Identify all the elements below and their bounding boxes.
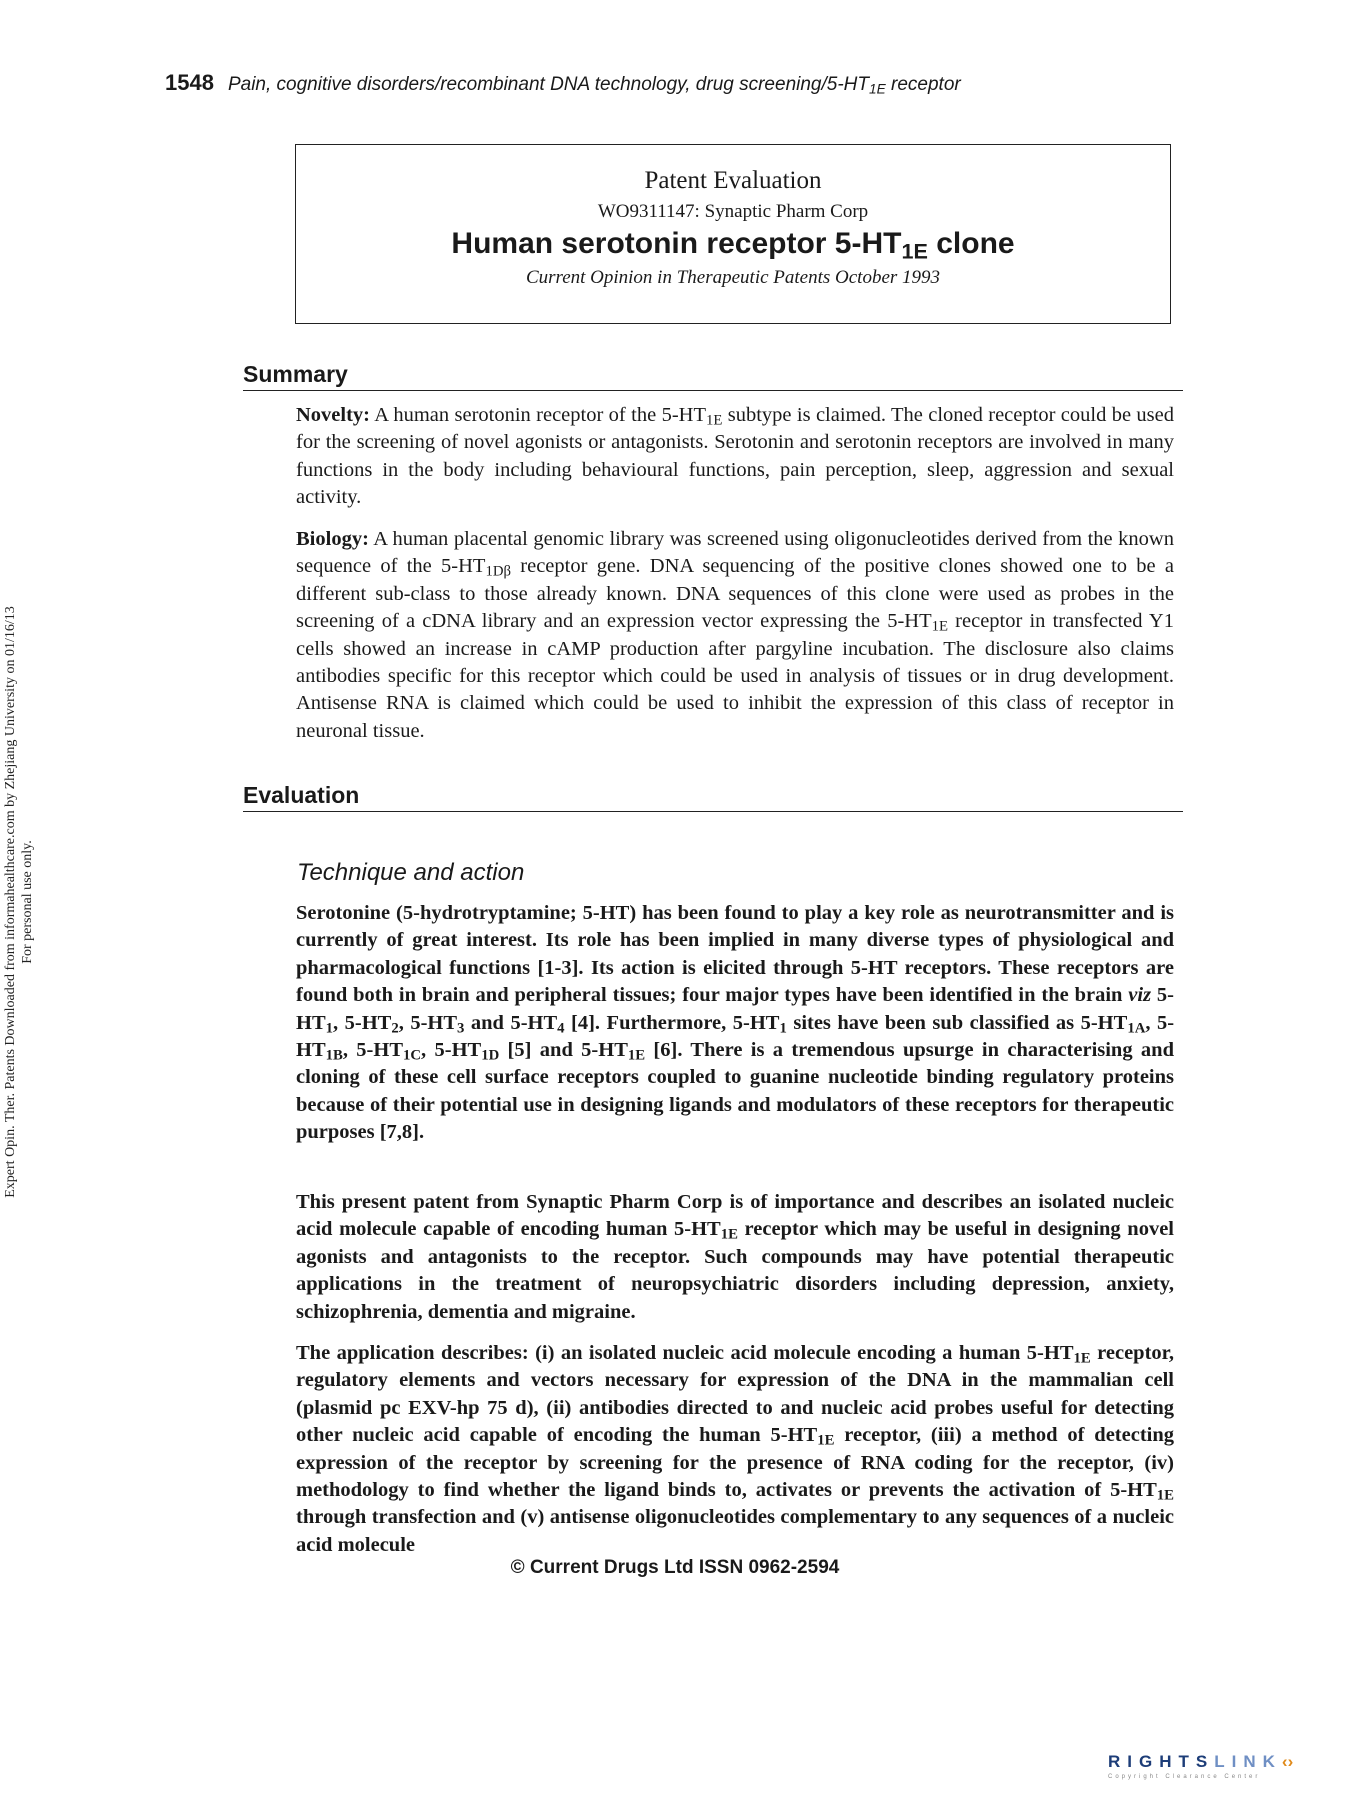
rightslink-light: LINK <box>1214 1752 1282 1771</box>
novelty-paragraph: Novelty: A human serotonin receptor of the $5-HT_{1E}$ subtype is claimed. The cloned receptor could be used for the screening of novel agonists or antagonists. Serotonin and serotonin receptors are involved in many functions in the body including behavioural functions, pain perception, sleep, aggression and sexual activity. <box>296 404 1174 509</box>
technique-paragraph-1: Serotonine (5-hydrotryptamine; 5-HT) has been found to play a key role as neurotransmitter and is currently of great interest. Its role has been implied in many diverse types of physiological and pharmacological functions [1-3]. Its action is elicited through 5-HT receptors. These receptors are found both in brain and peripheral tissues; four major types have been identified in the brain viz $5-HT_1$, $5-HT_2$, $5-HT_3$ and $5-HT_4$ [4]. Furthermore, $5-HT_1$ sites have been sub classified as $5-HT_{1A}$, $5-HT_{1B}$, $5-HT_{1C}$, $5-HT_{1D}$ [5] and $5-HT_{1E}$ [6]. There is a tremendous upsurge in characterising and cloning of these cell surface receptors coupled to guanine nucleotide binding regulatory proteins because of their potential use in designing ligands and modulators of these receptors for therapeutic purposes [7,8]. <box>296 902 1175 1144</box>
biology-paragraph: Biology: A human placental genomic library was screened using oligonucleotides derived from the known sequence of the $5-HT_{1D\beta}$ receptor gene. DNA sequencing of the positive clones showed one to be a different sub-class to those already known. DNA sequences of this clone were used as probes in the screening of a cDNA library and an expression vector expressing the $5-HT_{1E}$ receptor in transfected Y1 cells showed an increase in cAMP production after pargyline incubation. The disclosure also claims antibodies specific for this receptor which could be used in analysis of tissues or in drug development. Antisense RNA is claimed which could be used to inhibit the expression of this class of receptor in neuronal tissue. <box>296 528 1175 742</box>
download-notice-line-2: For personal use only. <box>20 840 35 964</box>
technique-subheading: Technique and action <box>297 859 525 886</box>
patent-evaluation-box <box>295 144 1171 324</box>
copyright-line: © Current Drugs Ltd ISSN 0962-2594 <box>510 1557 840 1578</box>
download-notice-line-1: Expert Opin. Ther. Patents Downloaded from informahealthcare.com by Zhejiang University on 01/16/13 <box>3 606 18 1198</box>
running-head <box>165 70 1145 96</box>
rightslink-dark: RIGHTS <box>1108 1752 1215 1771</box>
evaluation-heading: Evaluation <box>243 782 1183 812</box>
box-heading: Patent Evaluation <box>644 167 822 194</box>
page-number: 1548 <box>165 70 214 95</box>
rightslink-logo[interactable] <box>1108 1752 1348 1796</box>
article-title: Human serotonin receptor $5-HT_{1E}$ clone <box>451 227 1015 264</box>
technique-paragraph-2: This present patent from Synaptic Pharm Corp is of importance and describes an isolated nucleic acid molecule capable of encoding human $5-HT_{1E}$ receptor which may be useful in designing novel agonists and antagonists to the receptor. Such compounds may have potential therapeutic applications in the treatment of neuropsychiatric disorders including depression, anxiety, schizophrenia, dementia and migraine. <box>296 1191 1174 1323</box>
novelty-label: Novelty: <box>296 404 371 426</box>
biology-label: Biology: <box>296 528 369 550</box>
patent-line: WO9311147: Synaptic Pharm Corp <box>597 201 869 222</box>
running-title: Pain, cognitive disorders/recombinant DNA technology, drug screening/$5-HT_{1E}$ receptor <box>227 74 961 97</box>
source-line: Current Opinion in Therapeutic Patents October 1993 <box>525 267 941 288</box>
rightslink-subtitle: Copyright Clearance Center <box>1108 1774 1261 1780</box>
summary-heading: Summary <box>243 361 1183 391</box>
download-notice <box>2 542 36 1262</box>
rightslink-arrow-icon: ‹› <box>1281 1752 1294 1771</box>
technique-paragraph-3: The application describes: (i) an isolated nucleic acid molecule encoding a human $5-HT_{1E}$ receptor, regulatory elements and vectors necessary for expression of the DNA in the mammalian cell (plasmid pc EXV-hp 75 d), (ii) antibodies directed to and nucleic acid probes useful for detecting other nucleic acid capable of encoding the human $5-HT_{1E}$ receptor, (iii) a method of detecting expression of the receptor by screening for the presence of RNA coding for the receptor, (iv) methodology to find whether the ligand binds to, activates or prevents the activation of $5-HT_{1E}$ through transfection and (v) antisense oligonucleotides complementary to any sequences of a nucleic acid molecule <box>296 1342 1174 1556</box>
